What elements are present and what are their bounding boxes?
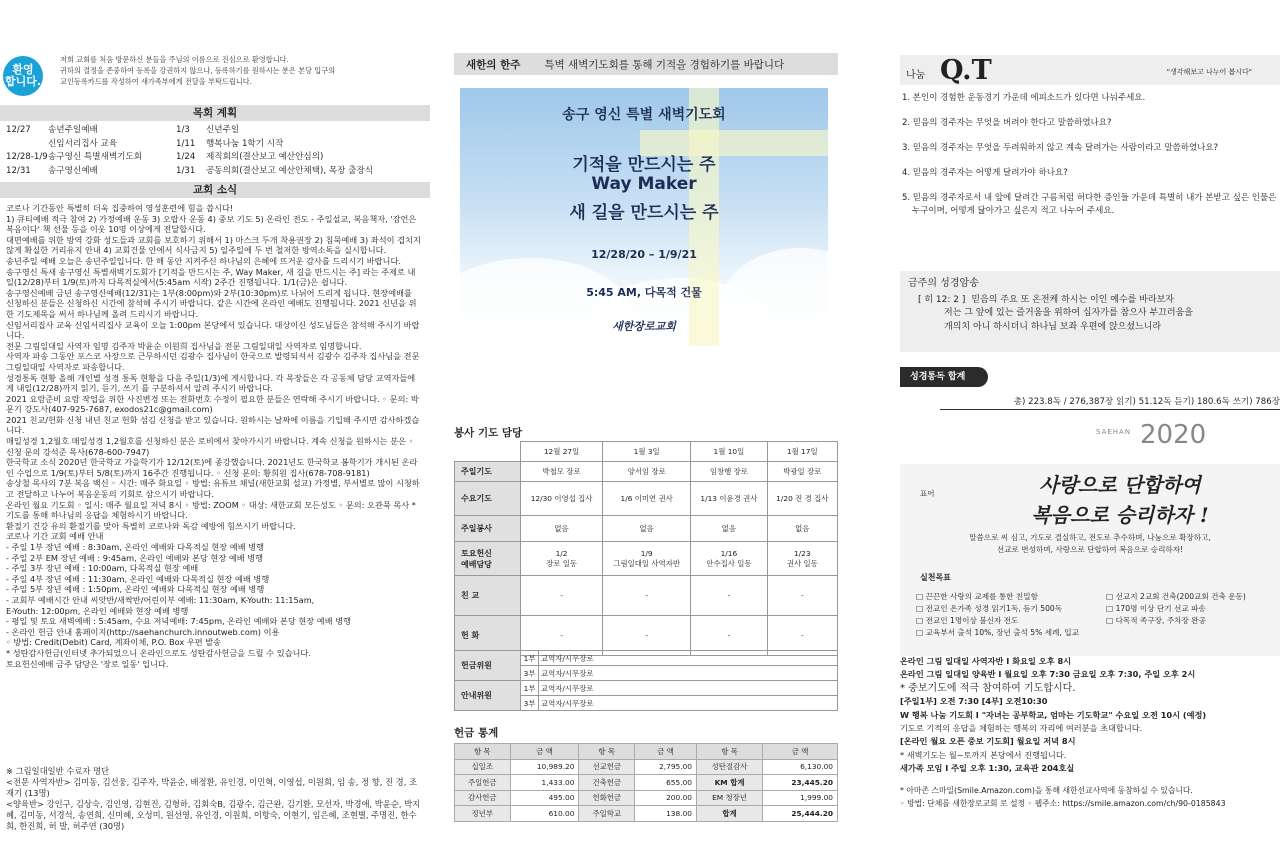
motto-title bbox=[990, 470, 1250, 530]
plan-cell: 송년주일예배 bbox=[48, 125, 98, 135]
notice-line bbox=[900, 776, 1280, 784]
news-item: 송구영신예배 금년 송구영신예배(12/31)는 1부(8:00pm)와 2부(10:30pm)로 나뉘어 드리게 됩니다. 현장예배를 신청하신 분들은 신청하신 시간에 참석해 주시기 바랍니다. 같은 시간에 온라인 예배도 진행됩니다. 2021 신년을 위한 기도제목을 써서 하나님께 올려 드리시기 바랍니다. bbox=[6, 287, 417, 319]
col-header: 항 목 bbox=[579, 744, 635, 760]
notice-line: 온라인 그림 일대일 양육반 I 월요일 오후 7:30 금요일 오후 7:30, 주일 오후 2시 bbox=[900, 669, 1196, 680]
memory-verse bbox=[900, 271, 1280, 352]
year-number: 2020 bbox=[1140, 420, 1207, 450]
graduates-line: <전문 사역자반> 김미동, 김선웅, 김주자, 박윤순, 배정환, 유인경, 이민혁, 이영섭, 이원희, 임 송, 정 향, 진 경, 조재기 (13명) bbox=[6, 777, 417, 798]
plan-cell: 12/27 bbox=[6, 125, 31, 135]
table-row: 주일기도 박철모 장로 양서임 장로 임창행 장로 박광일 장로 bbox=[455, 462, 838, 482]
memory-ref: [ 히 12: 2 ] bbox=[918, 294, 966, 305]
news-item: 온라인 월요 기도회 ◦ 일시: 매주 월요일 저녁 8시 ◦ 방법: ZOOM ◦ 대상: 새한교회 모든성도 ◦ 문의: 오관묵 목사 * 기도를 통해 하나님의 응답을 체험하시기 바랍니다. bbox=[6, 499, 416, 521]
news-item: 1) 큐티예배 적극 참여 2) 가정예배 운동 3) 오랍사 운동 4) 중보 기도 5) 온라인 전도 - 주일설교, 복음책자, '잠언은 복음이다' 책 선물 등을 이웃 10명 이상에게 전달합시다. bbox=[6, 213, 417, 235]
news-item: 송년주일 예배 오늘은 송년주일입니다. 한 해 동안 지켜주신 하나님의 은혜에 뜨거운 감사를 드리시기 바랍니다. bbox=[6, 255, 401, 266]
motto-desc bbox=[900, 532, 1280, 556]
table-row bbox=[455, 790, 838, 806]
notice-line: 새가족 모임 I 주일 오후 1:30, 교육관 204호실 bbox=[900, 763, 1075, 774]
news-item: 성경통독 현황 올해 개인별 성경 통독 현황을 다음 주일(1/3)에 게시합니다. 각 목장들은 각 공동체 담당 교역자들에게 내일(12/28)까지 읽기, 듣기, 쓰기 를 구분하셔서 알려 주시기 바랍니다. bbox=[6, 372, 416, 394]
middle-column bbox=[440, 0, 860, 863]
table-row: 수요기도 12/30 이영섭 집사 1/6 이미연 권사 1/13 이윤경 권사 1/20 진 경 집사 bbox=[455, 482, 838, 516]
memory-line: 개의치 아니 하시더니 하나님 보좌 우편에 앉으셨느니라 bbox=[944, 321, 1162, 332]
table-row bbox=[6, 124, 426, 138]
poster-time: 5:45 AM, 다목적 건물 bbox=[586, 286, 702, 299]
plan-cell: 1/24 bbox=[176, 152, 196, 162]
table-row: 토요헌신 예배담당 1/2 장로 일동 1/9 그림일대일 사역자반 1/16 안수집사 일동 1/23 권사 일동 bbox=[455, 542, 838, 576]
news-item: 코로나 기간 교회 예배 안내 bbox=[6, 531, 104, 542]
offer-item: KM 합계 bbox=[696, 775, 762, 791]
motto-desc-line: 말씀으로 씨 심고, 기도로 결실하고, 전도로 추수하며, 나눔으로 확장하고, bbox=[969, 533, 1211, 542]
offer-amount: 610.00 bbox=[510, 806, 579, 822]
worship-line: * 성탄감사헌금(인터넷 추가되었으니 온라인으로도 성탄감사헌금을 드릴 수 있습니다. bbox=[6, 647, 311, 658]
offer-title: 헌금 통계 bbox=[454, 727, 499, 739]
worship-line: 토요헌신예배 금주 담당은 '장로 일동' 입니다. bbox=[6, 658, 169, 669]
offer-amount: 10,989.20 bbox=[510, 759, 579, 775]
list-item: □ 전교인 온가족 성경 읽기1독, 듣기 500독 bbox=[916, 604, 1063, 613]
notice-line: 온라인 그림 일대일 사역자반 I 화요일 오후 8시 bbox=[900, 656, 1072, 666]
plan-cell: 공동의회(결산보고 예산안채택), 목장 출장식 bbox=[206, 165, 374, 176]
worship-line: - 온라인 헌금 안내 홈페이지(http://saehanchurch.innoutweb.com) 이용 bbox=[6, 626, 280, 637]
motto-desc-line: 선교로 번성하며, 사랑으로 단합하여 복음으로 승리하자! bbox=[996, 545, 1184, 554]
notice-line: [온라인 월요 오픈 중보 기도회] 월요일 저녁 8시 bbox=[900, 736, 1076, 747]
memory-line: 저는 그 앞에 있는 즐거움을 위하여 십자가를 참으사 부끄러움을 bbox=[944, 308, 1193, 318]
reading-total: 총) 223.8독 / 276,387장 읽기) 51.12독 듣기) 180.6독 쓰기) 786장 bbox=[940, 395, 1280, 410]
offer-amount: 655.00 bbox=[635, 775, 697, 791]
committee-table: 헌금위원 1부 교역자/시무장로 3부 교역자/시무장로 안내위원 1부 교역자/시무장로 3부 교역자/시무장로 bbox=[454, 650, 838, 711]
goal-list bbox=[916, 591, 1276, 639]
table-row bbox=[455, 806, 838, 822]
offer-amount: 200.00 bbox=[635, 790, 697, 806]
news-item: 송상철 목사의 7분 복음 백신 ◦ 시간: 매주 화요일 ◦ 방법: 유튜브 채널(새한교회 설교) 가정별, 부서별로 많이 시청하고 전달하고 나누어 복음운동의 기회로 삼으시기 바랍니다. bbox=[6, 478, 420, 500]
news-item: 신임서리집사 교육 신임서리집사 교육이 오늘 1:00pm 본당에서 있습니다. 대상이신 성도님들은 참석해 주시기 바랍니다. bbox=[6, 319, 420, 341]
graduates-line: <양육반> 강인구, 김상숙, 김인영, 김현진, 김형하, 김회숙B, 김광수, 김근완, 김기환, 모선자, 박경애, 박윤순, 박지혜, 김미동, 서경석, 송연희, 신미혜, 오성미, 원선영, 유인경, 이원희, 이항숙, 이현기, 임은혜, 조현별, 주명진, 한수희, 한진희, 허 발, 허주연 (30명) bbox=[6, 799, 421, 831]
motto-line: 사랑으로 단합하여 bbox=[1039, 473, 1201, 497]
reading-tag: 성경통독 합계 bbox=[900, 367, 988, 387]
offer-item: 주일학교 bbox=[579, 806, 635, 822]
duty-date: 12월 27일 bbox=[521, 442, 603, 462]
list-item: □ 끈끈한 사랑의 교제를 통한 친밀함 bbox=[916, 592, 1038, 601]
row-label: 주일기도 bbox=[455, 462, 521, 482]
graduates-title: ※ 그림일대일반 수료자 명단 bbox=[6, 766, 110, 776]
offer-amount: 495.00 bbox=[510, 790, 579, 806]
offer-item: 십일조 bbox=[455, 759, 511, 775]
table-row bbox=[455, 759, 838, 775]
worship-line: - 교회부 예배시간 안내 씨앗반/새싹반/어린이부 예배: 11:30am, K-Youth: 11:15am, bbox=[6, 594, 315, 605]
list-item: □ 교육부서 출석 10%, 장년 출석 5% 세례, 입교 bbox=[916, 628, 1079, 637]
col-header: 금 액 bbox=[763, 744, 838, 760]
poster-line: 기적을 만드시는 주 bbox=[572, 155, 716, 175]
poster-line: 새 길을 만드시는 주 bbox=[569, 203, 719, 223]
duty-date: 1월 3일 bbox=[603, 442, 691, 462]
offer-item: 선교헌금 bbox=[579, 759, 635, 775]
news-item: 2021 친교/헌화 신청 내년 친교 헌화 섬김 신청을 받고 있습니다. 원하시는 날짜에 이름을 기입해 주시면 감사하겠습니다. bbox=[6, 414, 420, 436]
poster-line: Way Maker bbox=[591, 174, 697, 194]
notice-line: * 새벽기도는 월~토까지 본당에서 진행됩니다. bbox=[900, 749, 1067, 760]
table-row bbox=[6, 165, 426, 179]
row-label: 친 교 bbox=[455, 576, 521, 616]
offer-amount: 1,433.00 bbox=[510, 775, 579, 791]
memory-title: 금주의 성경암송 bbox=[908, 278, 979, 289]
news-item: 한국학교 소식 2020년 한국학교 가을학기가 12/12(토)에 종강했습니다. 2021년도 한국학교 봄학기가 개시된 온라인 수업으로 1/9(토)부터 5/8(토)까지 16주간 진행됩니다. ◦ 신청 문의: 황희원 집사(678-708-9181) bbox=[6, 457, 418, 478]
plan-cell: 1/11 bbox=[176, 138, 196, 149]
worship-line: - 주일 2부 EM 장년 예배 : 9:45am, 온라인 예배와 본당 현장 예배 병행 bbox=[6, 552, 264, 563]
row-label: 토요헌신 예배담당 bbox=[455, 542, 521, 576]
offer-item: 주일헌금 bbox=[455, 775, 511, 791]
news-item: 매일성경 1,2월호 매일성경 1,2월호를 신청하신 분은 로비에서 찾아가시기 바랍니다. 계속 신청을 원하시는 분은 ◦ 신청 문의 강석준 목사(678-600-7947) bbox=[6, 436, 414, 457]
notice-list bbox=[900, 655, 1280, 810]
notice-line: ◦ 방법: 단체를 새한장로교회 로 설정 ◦ 웹주소: https://smile.amazon.com/ch/90-0185843 bbox=[900, 799, 1226, 809]
motto-line: 복음으로 승리하자 ! bbox=[1031, 503, 1209, 527]
table-row: 헌 화 - - - - bbox=[455, 616, 838, 656]
welcome-line: 저희 교회를 처음 방문하신 분들을 주님의 이름으로 진심으로 환영합니다. bbox=[60, 55, 289, 64]
welcome-text bbox=[60, 54, 420, 87]
news-item: 전문 그림일대일 사역자 임명 김주자 박윤순 이원희 집사님을 전문 그림일대일 사역자로 임명합니다. bbox=[6, 340, 362, 351]
week-header-key: 새한의 한주 bbox=[466, 58, 521, 71]
col-header: 금 액 bbox=[635, 744, 697, 760]
offer-amount: 23,445.20 bbox=[763, 775, 838, 791]
news-item: 코로나 기간동안 특별히 더욱 집중하여 영성훈련에 힘을 씁시다! bbox=[6, 203, 234, 213]
qt-title: Q.T bbox=[940, 55, 992, 86]
worship-line: - 주일 5부 장년 예배 : 1:50pm, 온라인 예배와 다목적실 현장 예배 병행 bbox=[6, 584, 265, 595]
poster-dates: 12/28/20 – 1/9/21 bbox=[591, 248, 697, 261]
news-title: 교회 소식 bbox=[0, 182, 430, 198]
qt-subtitle: "생각해보고 나누어 봅시다" bbox=[1166, 68, 1252, 76]
offer-item: EM 청장년 bbox=[696, 790, 762, 806]
offer-item: 헌화헌금 bbox=[579, 790, 635, 806]
news-item: 환절기 건강 유의 환절기를 맞아 특별히 코로나와 독감 예방에 힘쓰시기 바랍니다. bbox=[6, 520, 296, 531]
row-label: 안내위원 bbox=[455, 681, 521, 711]
plan-cell: 1/3 bbox=[176, 125, 190, 135]
week-header bbox=[454, 53, 838, 75]
col-header: 항 목 bbox=[696, 744, 762, 760]
table-row bbox=[6, 151, 426, 165]
table-row bbox=[6, 138, 426, 152]
list-item: □ 전교인 1명이상 불신자 전도 bbox=[916, 616, 1019, 625]
list-item: 4. 믿음의 경주자는 어떻게 달려가야 하나요? bbox=[902, 168, 1068, 178]
qt-header bbox=[900, 55, 1280, 85]
plan-cell: 행복나눔 1학기 시작 bbox=[206, 138, 284, 149]
list-item: 2. 믿음의 경주자는 무엇을 버려야 한다고 말씀하였나요? bbox=[902, 118, 1112, 128]
year-label: SAEHAN bbox=[1096, 428, 1132, 436]
qt-label: 나눔 bbox=[906, 70, 926, 81]
list-item: □ 170명 이상 단기 선교 파송 bbox=[1106, 604, 1206, 613]
news-item: 사역자 파송 그동안 포스코 사장으로 근무하시던 김광수 집사님이 한국으로 발령되셔서 김광수 김주자 집사님을 전문 그림일대일 사역자로 파송합니다. bbox=[6, 351, 420, 372]
worship-line: - 주일 4부 장년 예배 : 11:30am, 온라인 예배와 다목적실 현장 예배 병행 bbox=[6, 573, 270, 584]
worship-line: ◦ 방법: Credit(Debit) Card, 계좌이체, P.O. Box 우편 발송 bbox=[6, 637, 222, 648]
poster-title: 송구 영신 특별 새벽기도회 bbox=[562, 107, 726, 123]
offer-item: 합계 bbox=[696, 806, 762, 822]
plan-cell: 제직회의(결산보고 예산안심의) bbox=[206, 152, 324, 162]
news-item: 대면예배를 위한 방역 강화 성도들과 교회를 보호하기 위해서 1) 마스크 두개 착용권장 2) 침묵예배 3) 좌석이 겹치지 않게 확실한 거리유지 안내 4) 교회건물 안에서 식사금지 5) 일주일에 두 번 철저한 방역소독을 실시합니다. bbox=[6, 234, 421, 256]
row-label: 헌금위원 bbox=[455, 651, 521, 681]
plan-cell: 신년주일 bbox=[206, 125, 240, 135]
motto-tag: 표어 bbox=[920, 489, 935, 498]
list-item: 5. 믿음의 경주자로서 내 앞에 달려간 구름처럼 허다한 증인들 가운데 특별히 내가 본받고 싶은 인물은 누구이며, 어떻게 닮아가고 싶은지 적고 나누어 주세요. bbox=[902, 193, 1277, 216]
list-item: 3. 믿음의 경주자는 무엇을 두려워하지 않고 계속 달려가는 사람이라고 말씀하였나요? bbox=[902, 143, 1219, 153]
duty-table bbox=[454, 441, 838, 656]
notice-line: W 행복 나눔 기도회 I "자녀는 공부학교, 엄마는 기도학교" 수요일 오전 10시 (예정) bbox=[900, 709, 1207, 720]
plan-cell: 송구영신예배 bbox=[48, 165, 98, 176]
prayer-poster bbox=[460, 88, 828, 346]
poster-church: 새한장로교회 bbox=[612, 320, 676, 333]
news-list bbox=[6, 203, 422, 669]
news-item: 2021 요람준비 요람 작업을 위한 사진변경 또는 전화번호 수정이 필요한 분들은 연락해 주시기 바랍니다. ◦ 문의: 박문기 강도사(407-925-7687, exodos21c@gmail.com) bbox=[6, 393, 419, 415]
plan-cell: 12/28-1/9 bbox=[6, 152, 48, 162]
notice-line: 기도로 기적의 응답을 체험하는 행복의 자리에 여러분을 초대합니다. bbox=[900, 723, 1143, 734]
offer-item: 성탄절감사 bbox=[696, 759, 762, 775]
week-header-desc: 특벽 새벽기도회를 통해 기적을 경험하기를 바랍니다 bbox=[544, 58, 785, 71]
plan-cell: 송구영신 특별새벽기도회 bbox=[48, 152, 143, 162]
qt-list bbox=[902, 92, 1280, 230]
list-item: □ 다목적 족구장, 주차장 완공 bbox=[1106, 616, 1206, 625]
memory-line: 믿음의 주요 또 온전케 하시는 이인 예수를 바라보자 bbox=[971, 294, 1174, 305]
row-label: 헌 화 bbox=[455, 616, 521, 656]
welcome-line: 교인등록카드를 작성하여 새가족부에게 전달을 부탁드립니다. bbox=[60, 77, 252, 86]
notice-line: * 아마존 스마일(Smile.Amazon.com)을 통해 새한선교사역에 동참하실 수 있습니다. bbox=[900, 785, 1193, 795]
graduates-list bbox=[6, 766, 422, 832]
worship-line: - 주일 3부 장년 예배 : 10:00am, 다목적실 현장 예배 bbox=[6, 563, 199, 574]
offer-item: 정년부 bbox=[455, 806, 511, 822]
left-column bbox=[0, 0, 430, 863]
worship-line: E-Youth: 12:00pm, 온라인 예배와 현장 예배 병행 bbox=[6, 605, 189, 616]
duty-date: 1월 17일 bbox=[767, 442, 837, 462]
right-column bbox=[880, 0, 1280, 863]
offer-amount: 25,444.20 bbox=[763, 806, 838, 822]
col-header: 금 액 bbox=[510, 744, 579, 760]
plan-cell: 12/31 bbox=[6, 165, 31, 176]
news-item: 송구영신 특새 송구영신 특별새벽기도회가 [기적을 만드시는 주, Way Maker, 새 길을 만드시는 주] 라는 주제로 내일(12/28)부터 1/9(토)까지 다목적실에서(5:45am 시작) 2주간 진행됩니다. 1/1(금)은 쉽니다. bbox=[6, 266, 416, 288]
plan-list bbox=[6, 124, 426, 178]
worship-line: - 주일 1부 장년 예배 : 8:30am, 온라인 예배와 다목적실 현장 예배 병행 bbox=[6, 542, 265, 552]
duty-title: 봉사 기도 담당 bbox=[454, 427, 523, 439]
welcome-line: 귀하의 결정을 존중하여 등록을 강권하지 않으나, 등록하기를 원하시는 분은 본당 입구의 bbox=[60, 66, 336, 75]
notice-line: * 중보기도에 적극 참여하여 기도합시다. bbox=[900, 682, 1076, 694]
table-row: 주일봉사 없음 없음 없음 없음 bbox=[455, 516, 838, 542]
list-item: □ 선교지 2교회 건축(200교회 건축 운동) bbox=[1106, 592, 1246, 601]
table-row: 친 교 - - - - bbox=[455, 576, 838, 616]
table-row bbox=[455, 775, 838, 791]
list-item: 1. 본인이 경험한 운동경기 가운데 에피소드가 있다면 나눠주세요. bbox=[902, 93, 1146, 103]
plan-title: 목회 계획 bbox=[0, 105, 430, 121]
plan-cell bbox=[6, 138, 48, 152]
notice-line: [주일1부] 오전 7:30 [4부] 오전10:30 bbox=[900, 696, 1048, 707]
plan-cell: 1/31 bbox=[176, 165, 196, 176]
motto-box bbox=[900, 464, 1280, 656]
goal-title: 실천목표 bbox=[920, 573, 951, 582]
offer-amount: 138.00 bbox=[635, 806, 697, 822]
offer-item: 감사헌금 bbox=[455, 790, 511, 806]
offer-amount: 6,130.00 bbox=[763, 759, 838, 775]
offer-amount: 2,795.00 bbox=[635, 759, 697, 775]
offer-item: 건축헌금 bbox=[579, 775, 635, 791]
row-label: 주일봉사 bbox=[455, 516, 521, 542]
plan-cell: 신임서리집사 교육 bbox=[48, 138, 118, 149]
worship-line: - 평일 및 토요 새벽예배 : 5:45am, 수요 저녁예배: 7:45pm, 온라인 예배와 본당 현장 예배 병행 bbox=[6, 616, 352, 627]
col-header: 항 목 bbox=[455, 744, 511, 760]
offer-amount: 1,999.00 bbox=[763, 790, 838, 806]
row-label: 수요기도 bbox=[455, 482, 521, 516]
duty-date: 1월 10일 bbox=[691, 442, 767, 462]
offer-table bbox=[454, 743, 838, 822]
welcome-badge: 환영 합니다. bbox=[3, 56, 43, 96]
